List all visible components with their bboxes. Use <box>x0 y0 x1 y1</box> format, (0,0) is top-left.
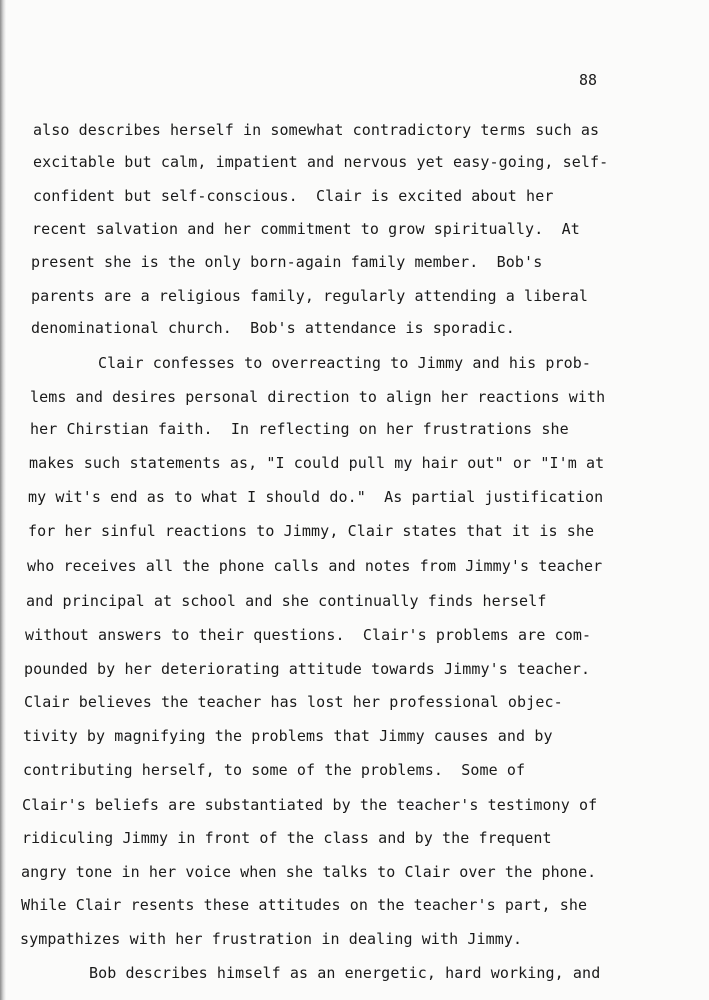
text-line: her Chirstian faith. In reflecting on her frustrations she <box>30 420 569 438</box>
text-line: present she is the only born-again family member. Bob's <box>31 253 543 271</box>
page-edge-shadow <box>0 0 6 1000</box>
text-line: my wit's end as to what I should do." As partial justification <box>28 488 604 506</box>
text-line: contributing herself, to some of the problems. Some of <box>23 761 526 779</box>
text-line: and principal at school and she continually finds herself <box>26 592 547 610</box>
text-line: for her sinful reactions to Jimmy, Clair states that it is she <box>28 522 595 540</box>
text-line: Clair believes the teacher has lost her professional objec- <box>24 693 563 711</box>
text-line: ridiculing Jimmy in front of the class and by the frequent <box>22 829 552 847</box>
text-line: Clair confesses to overreacting to Jimmy and his prob- <box>98 354 592 372</box>
text-line: also describes herself in somewhat contradictory terms such as <box>33 121 600 139</box>
page-number: 88 <box>579 71 598 89</box>
text-line: pounded by her deteriorating attitude towards Jimmy's teacher. <box>24 660 591 678</box>
text-line: While Clair resents these attitudes on the teacher's part, she <box>21 896 588 914</box>
text-line: Bob describes himself as an energetic, hard working, and <box>89 964 601 982</box>
text-line: denominational church. Bob's attendance is sporadic. <box>31 319 515 337</box>
text-line: parents are a religious family, regularly attending a liberal <box>31 287 588 305</box>
text-line: lems and desires personal direction to align her reactions with <box>30 388 606 406</box>
text-line: makes such statements as, "I could pull my hair out" or "I'm at <box>29 454 605 472</box>
text-line: excitable but calm, impatient and nervous yet easy-going, self- <box>33 153 609 171</box>
text-line: confident but self-conscious. Clair is excited about her <box>33 187 554 205</box>
text-line: who receives all the phone calls and notes from Jimmy's teacher <box>27 557 603 575</box>
text-line: without answers to their questions. Clair's problems are com- <box>25 626 592 644</box>
text-line: tivity by magnifying the problems that Jimmy causes and by <box>23 727 553 745</box>
text-line: recent salvation and her commitment to grow spiritually. At <box>32 220 580 238</box>
text-line: angry tone in her voice when she talks to Clair over the phone. <box>21 863 597 881</box>
text-line: sympathizes with her frustration in dealing with Jimmy. <box>20 930 523 948</box>
text-line: Clair's beliefs are substantiated by the teacher's testimony of <box>22 796 598 814</box>
